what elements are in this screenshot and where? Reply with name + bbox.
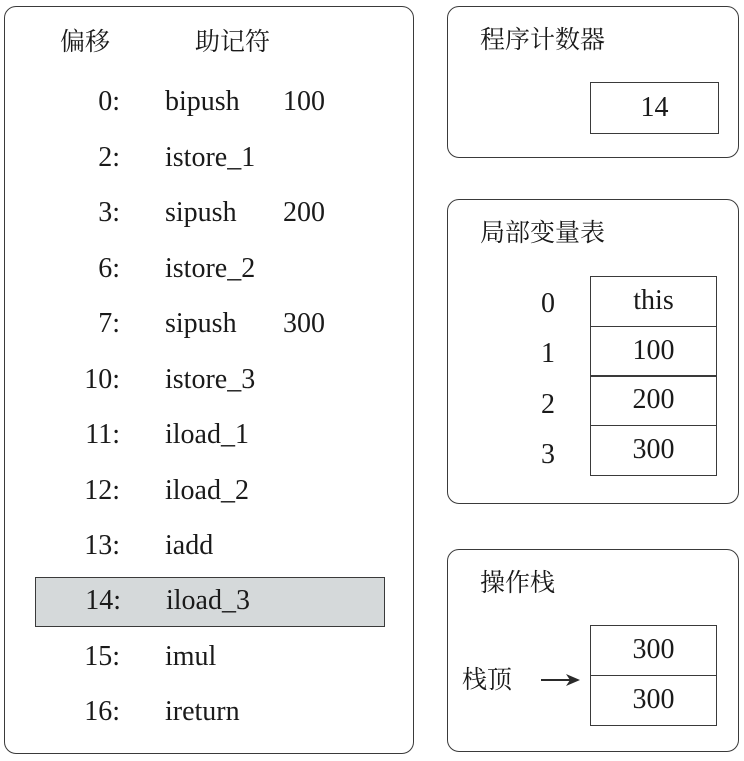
row-operand: 100: [283, 86, 325, 117]
slot-index: 0: [541, 288, 555, 319]
row-mnemonic: iload_3: [166, 584, 250, 616]
row-offset: 3:: [98, 197, 120, 228]
bytecode-row: [5, 527, 413, 565]
bytecode-row: [5, 693, 413, 731]
current-instruction-row: [35, 577, 385, 627]
row-offset: 12:: [84, 475, 120, 506]
row-offset: 14:: [85, 584, 121, 616]
row-mnemonic: iload_1: [165, 419, 249, 450]
row-operand: 200: [283, 197, 325, 228]
row-offset: 11:: [85, 419, 120, 450]
local-variable-table-panel: [447, 199, 739, 504]
row-mnemonic: bipush: [165, 86, 240, 117]
stack-entry: 300: [590, 675, 717, 726]
stack-top-label: 栈顶: [462, 665, 513, 694]
local-variable-table-title: 局部变量表: [480, 218, 606, 247]
mnemonic-header: 助记符: [195, 27, 271, 56]
operand-stack-title: 操作栈: [480, 568, 556, 597]
row-offset: 16:: [84, 696, 120, 727]
bytecode-row: [5, 472, 413, 510]
slot-index: 1: [541, 338, 555, 369]
row-mnemonic: iadd: [165, 530, 214, 561]
row-offset: 13:: [84, 530, 120, 561]
slot-value: 100: [590, 326, 717, 377]
program-counter-title: 程序计数器: [480, 25, 606, 54]
row-offset: 7:: [98, 308, 120, 339]
row-offset: 15:: [84, 641, 120, 672]
row-offset: 0:: [98, 86, 120, 117]
slot-index: 2: [541, 389, 555, 420]
offset-header: 偏移: [60, 27, 111, 56]
row-mnemonic: sipush: [165, 308, 237, 339]
program-counter-panel: [447, 6, 739, 158]
row-offset: 10:: [84, 364, 120, 395]
slot-index: 3: [541, 439, 555, 470]
row-mnemonic: ireturn: [165, 696, 240, 727]
program-counter-value: 14: [590, 82, 719, 134]
bytecode-row: [5, 305, 413, 343]
row-mnemonic: istore_3: [165, 364, 256, 395]
row-mnemonic: istore_2: [165, 253, 256, 284]
row-offset: 6:: [98, 253, 120, 284]
bytecode-row: [5, 416, 413, 454]
bytecode-panel: [4, 6, 414, 754]
row-operand: 300: [283, 308, 325, 339]
row-offset: 2:: [98, 142, 120, 173]
row-mnemonic: imul: [165, 641, 217, 672]
bytecode-row: [5, 361, 413, 399]
bytecode-row: [5, 194, 413, 232]
bytecode-row: [5, 83, 413, 121]
bytecode-row: [5, 139, 413, 177]
operand-stack-panel: [447, 549, 739, 752]
slot-value: this: [590, 276, 717, 327]
row-mnemonic: istore_1: [165, 142, 256, 173]
bytecode-row: [5, 638, 413, 676]
slot-value: 300: [590, 425, 717, 476]
slot-value: 200: [590, 375, 717, 426]
stack-entry-top: 300: [590, 625, 717, 676]
arrow-right-icon: [540, 672, 582, 688]
row-mnemonic: sipush: [165, 197, 237, 228]
bytecode-row: [5, 250, 413, 288]
row-mnemonic: iload_2: [165, 475, 249, 506]
